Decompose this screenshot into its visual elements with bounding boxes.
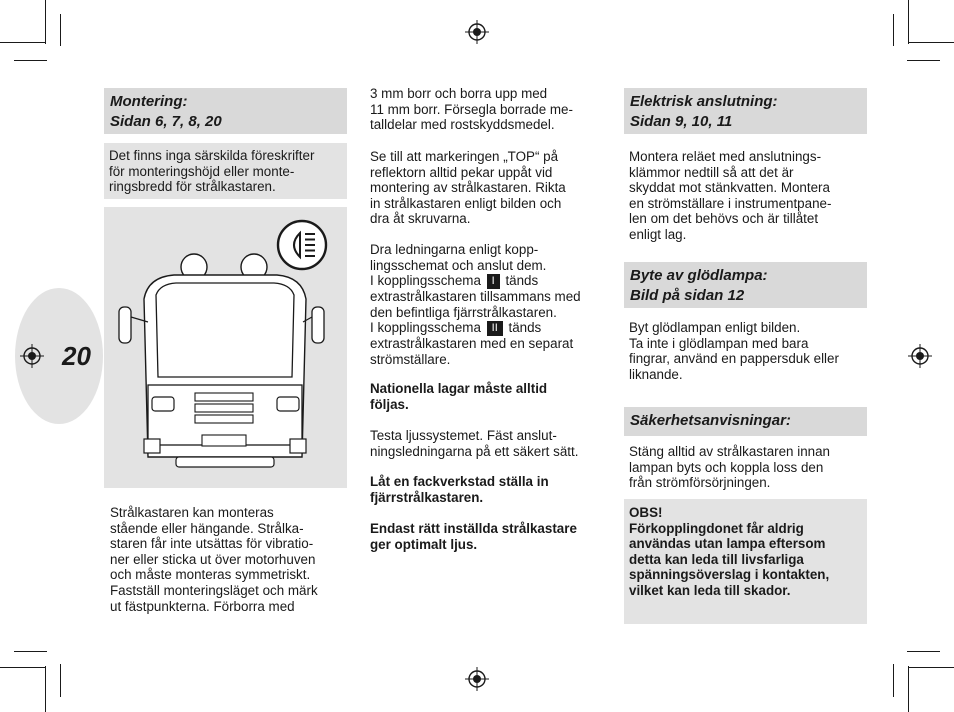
- text: I kopplingsschema: [370, 273, 481, 289]
- section-header-glodlampa: [624, 262, 867, 308]
- col1-body: Strålkastaren kan monteras stående eller hängande. Strålka- staren får inte utsättas för vibratio- ner eller sticka ut över motorhuven och måste monteras symmetriskt. Fastställ monteringsläget och märk ut fästpunkterna. Förborra med: [110, 505, 318, 614]
- crop-mark: [908, 0, 909, 44]
- col2-p3-c: extrastrålkastaren tillsammans med den befintliga fjärrstrålkastaren.: [370, 289, 581, 320]
- col2-p6: Låt en fackverkstad ställa in fjärrstrålkastaren.: [370, 474, 549, 505]
- registration-mark-icon: [20, 344, 44, 368]
- text: I kopplingsschema: [370, 320, 481, 336]
- crop-mark: [908, 42, 954, 43]
- section-header-sakerhet: [624, 407, 867, 436]
- page-number: 20: [62, 341, 91, 371]
- warning-box: OBS! Förkopplingdonet får aldrig användas utan lampa eftersom detta kan leda till livsfarliga spänningsöverslag i kontakten, vilket kan leda till skador.: [624, 499, 867, 624]
- col3-p2: Byt glödlampan enligt bilden. Ta inte i glödlampan med bara fingrar, använd en pappersduk eller liknande.: [629, 320, 839, 382]
- truck-drawing: [104, 207, 347, 488]
- col2-p3-b: [370, 273, 615, 289]
- col2-p2: Se till att markeringen „TOP“ på reflektorn alltid pekar uppåt vid montering av strålkastaren. Rikta in strålkastaren enligt bilden och dra åt skruvarna.: [370, 149, 566, 227]
- col2-p3-e: extrastrålkastaren med en separat strömställare.: [370, 336, 574, 367]
- crop-mark: [908, 667, 954, 668]
- crop-mark: [14, 651, 47, 652]
- crop-mark: [0, 42, 46, 43]
- crop-mark: [893, 664, 894, 697]
- header-line: Montering:: [110, 93, 188, 110]
- header-line: Säkerhetsanvisningar:: [630, 412, 791, 429]
- col2-p7: Endast rätt inställda strålkastare ger optimalt ljus.: [370, 521, 577, 552]
- header-line: Sidan 6, 7, 8, 20: [110, 113, 222, 130]
- schema-tag: II: [487, 321, 503, 336]
- crop-mark: [908, 666, 909, 712]
- registration-mark-icon: [465, 667, 489, 691]
- section-header-montering: [104, 88, 347, 134]
- col3-p3: Stäng alltid av strålkastaren innan lampan byts och koppla loss den från strömförsörjningen.: [629, 444, 830, 491]
- col2-p4: Nationella lagar måste alltid följas.: [370, 381, 548, 412]
- section-header-elektrisk: [624, 88, 867, 134]
- registration-mark-icon: [465, 20, 489, 44]
- crop-mark: [0, 667, 46, 668]
- intro-note: Det finns inga särskilda föreskrifter för monteringshöjd eller monte- ringsbredd för strålkastaren.: [104, 143, 347, 199]
- schema-tag: I: [487, 274, 500, 289]
- truck-illustration: [104, 207, 347, 488]
- crop-mark: [907, 651, 940, 652]
- col2-p1: 3 mm borr och borra upp med 11 mm borr. Försegla borrade me- talldelar med rostskyddsmedel.: [370, 86, 573, 133]
- header-line: Byte av glödlampa:: [630, 267, 768, 284]
- crop-mark: [14, 60, 47, 61]
- crop-mark: [45, 666, 46, 712]
- header-line: Bild på sidan 12: [630, 287, 745, 304]
- header-line: Elektrisk anslutning:: [630, 93, 778, 110]
- crop-mark: [907, 60, 940, 61]
- col2-p5: Testa ljussystemet. Fäst anslut- ningsledningarna på ett säkert sätt.: [370, 428, 579, 459]
- col3-p1: Montera reläet med anslutnings- klämmor nedtill så att det är skyddat mot stänkvatten. Montera en strömställare i instrumentpane- len om det behövs och är tillåtet enligt lag.: [629, 149, 832, 242]
- col2-p3: [370, 242, 615, 368]
- crop-mark: [45, 0, 46, 44]
- text: tänds: [505, 273, 539, 289]
- header-line: Sidan 9, 10, 11: [630, 113, 733, 130]
- crop-mark: [60, 664, 61, 697]
- crop-mark: [893, 14, 894, 46]
- text: tänds: [508, 320, 542, 336]
- crop-mark: [60, 14, 61, 46]
- registration-mark-icon: [908, 344, 932, 368]
- col2-p3-d: [370, 320, 615, 336]
- col2-p3-a: Dra ledningarna enligt kopp- lingsschemat och anslut dem.: [370, 242, 547, 273]
- high-beam-icon: [278, 221, 326, 269]
